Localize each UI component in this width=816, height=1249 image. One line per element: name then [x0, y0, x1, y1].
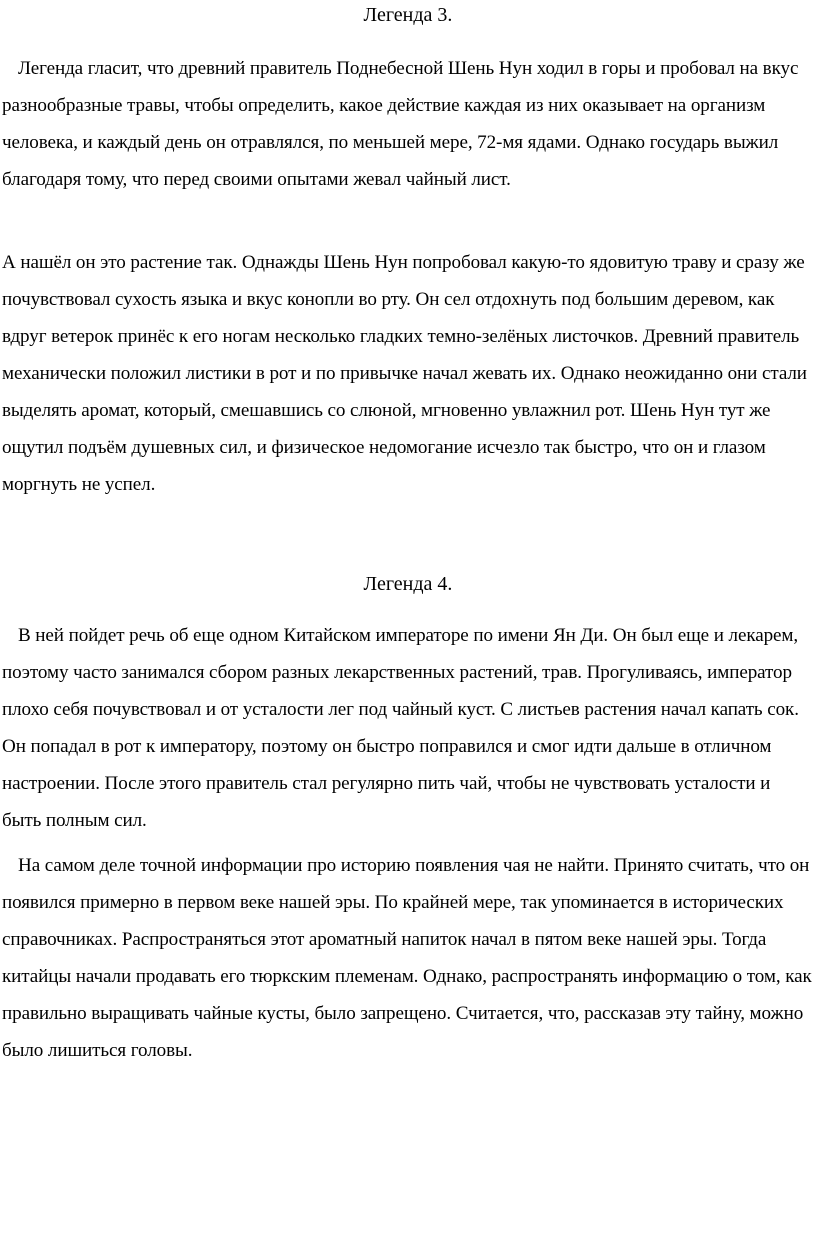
legend-4-paragraph-2: На самом деле точной информации про историю появления чая не найти. Принято считать, что он появился примерно в первом веке нашей эры. По крайней мере, так упоминается в исторических справочниках. Распространяться этот ароматный напиток начал в пятом веке нашей эры. Тогда китайцы начали продавать его тюркским племенам. Однако, распространять информацию о том, как правильно выращивать чайные кусты, было запрещено. Считается, что, рассказав эту тайну, можно было лишиться головы.	[2, 855, 812, 1061]
legend-4-title: Легенда 4.	[363, 573, 453, 595]
legend-3-title: Легенда 3.	[363, 4, 453, 26]
legend-3-paragraph-1: Легенда гласит, что древний правитель Поднебесной Шень Нун ходил в горы и пробовал на вкус разнообразные травы, чтобы определить, какое действие каждая из них оказывает на организм человека, и каждый день он отравлялся, по меньшей мере, 72-мя ядами. Однако государь выжил благодаря тому, что перед своими опытами жевал чайный лист.	[2, 58, 799, 190]
legend-4-paragraph-1: В ней пойдет речь об еще одном Китайском императоре по имени Ян Ди. Он был еще и лекарем, поэтому часто занимался сбором разных лекарственных растений, трав. Прогуливаясь, император плохо себя почувствовал и от усталости лег под чайный куст. С листьев растения начал капать сок. Он попадал в рот к императору, поэтому он быстро поправился и смог идти дальше в отличном настроении. После этого правитель стал регулярно пить чай, чтобы не чувствовать усталости и быть полным сил.	[2, 625, 799, 831]
legend-3-paragraph-2: А нашёл он это растение так. Однажды Шень Нун попробовал какую-то ядовитую траву и сразу же почувствовал сухость языка и вкус конопли во рту. Он сел отдохнуть под большим деревом, как вдруг ветерок принёс к его ногам несколько гладких темно-зелёных листочков. Древний правитель механически положил листики в рот и по привычке начал жевать их. Однако неожиданно они стали выделять аромат, который, смешавшись со слюной, мгновенно увлажнил рот. Шень Нун тут же ощутил подъём душевных сил, и физическое недомогание исчезло так быстро, что он и глазом моргнуть не успел.	[2, 252, 807, 495]
